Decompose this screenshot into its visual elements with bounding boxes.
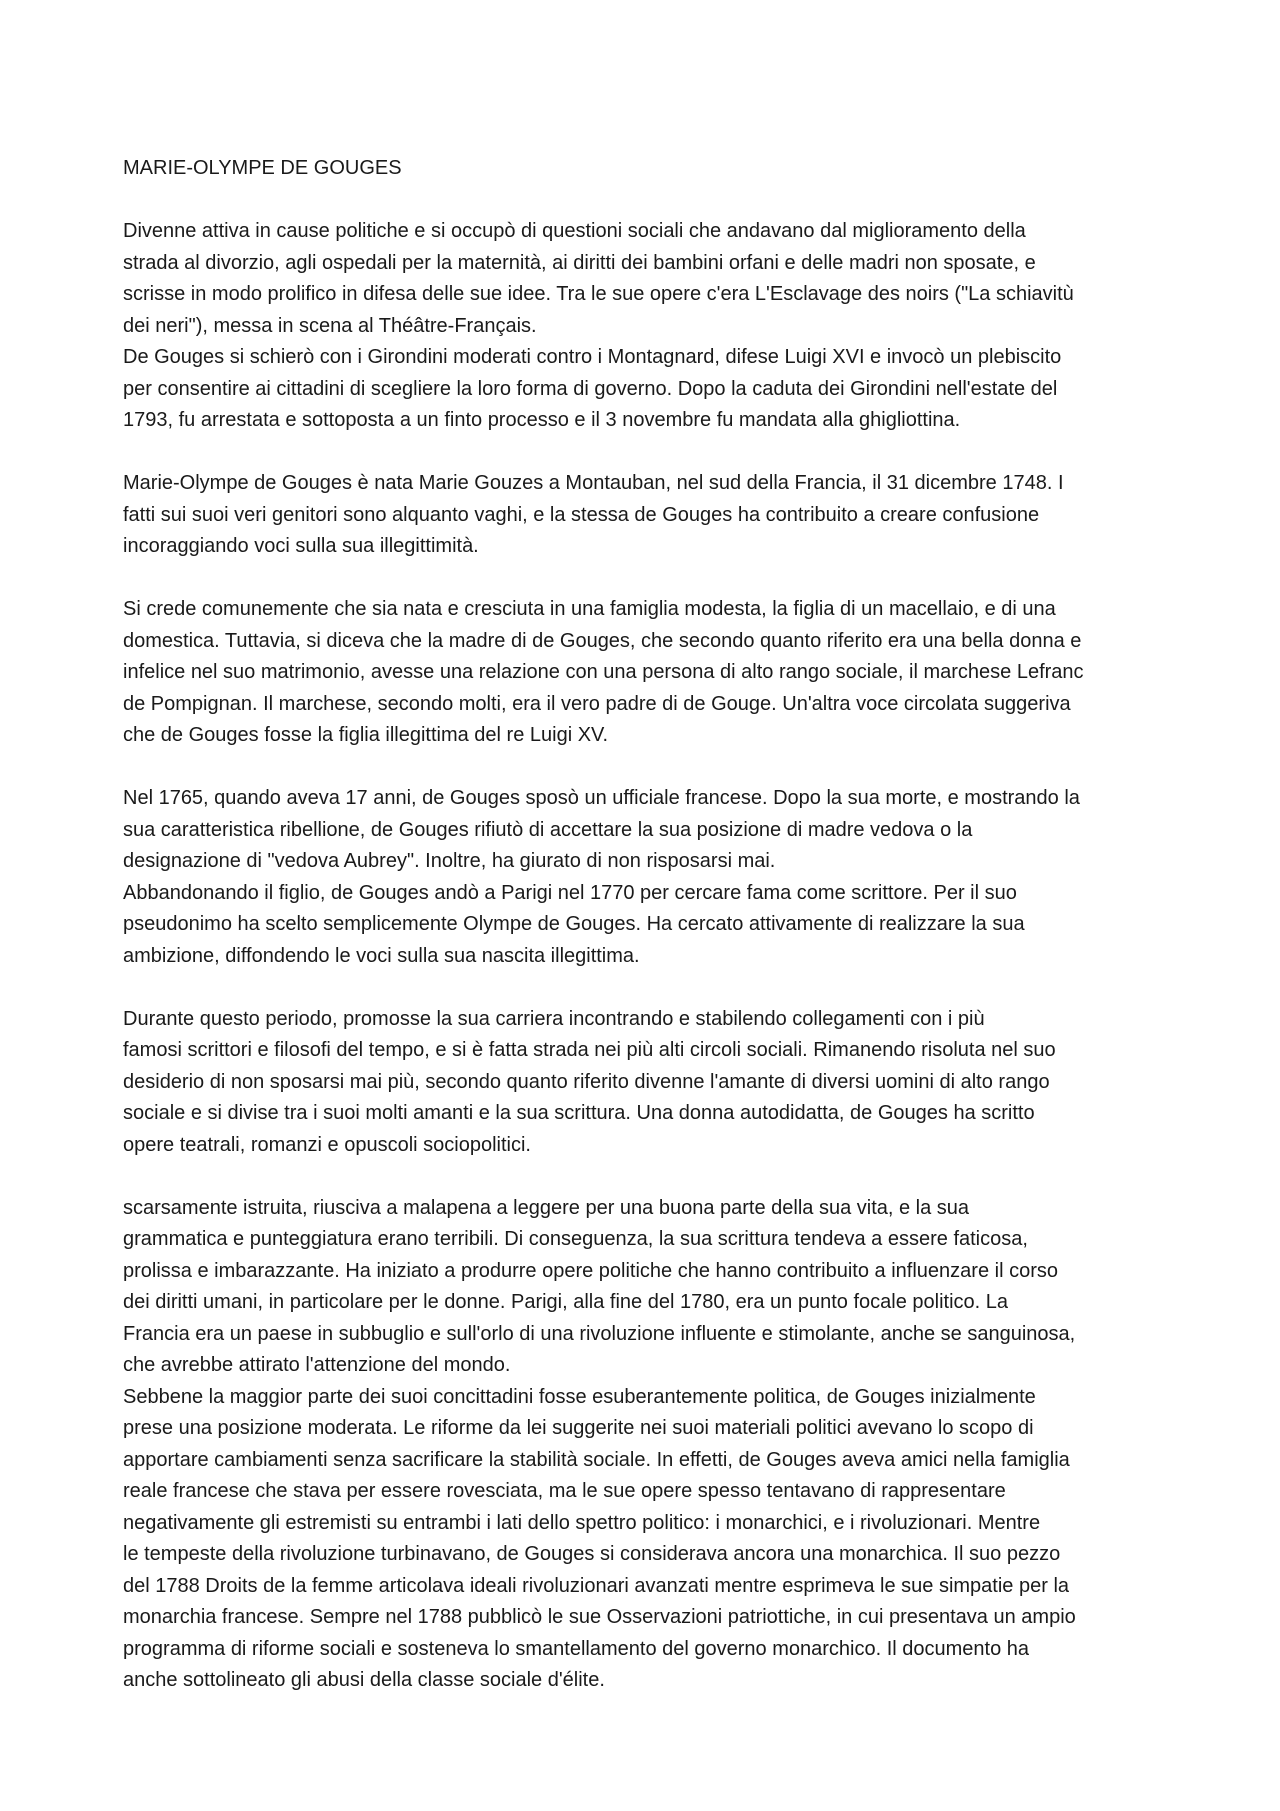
paragraph-education: scarsamente istruita, riusciva a malapena a leggere per una buona parte della sua vita, e la sua grammatica e punteggiatura erano terribili. Di conseguenza, la sua scrittura tendeva a essere faticosa, prolissa e imbarazzante. Ha iniziato a produrre opere politiche che hanno contribuito a influenzare il corso dei diritti umani, in particolare per le donne. Parigi, alla fine del 1780, era un punto focale politico. La Francia era un paese in subbuglio e sull'orlo di una rivoluzione influente e stimolante, anche se sanguinosa, che avrebbe attirato l'attenzione del mondo. (123, 1196, 1076, 1376)
paragraph-marriage: Nel 1765, quando aveva 17 anni, de Gouges sposò un ufficiale francese. Dopo la sua morte, e mostrando la sua caratteristica ribellione, de Gouges rifiutò di accettare la sua posizione di madre vedova o la designazione di "vedova Aubrey". Inoltre, ha giurato di non risposarsi mai. (123, 787, 1080, 872)
paragraph-spacer (123, 1161, 1183, 1193)
document-title: MARIE-OLYMPE DE GOUGES (123, 157, 402, 179)
paragraph-family: Si crede comunemente che sia nata e cresciuta in una famiglia modesta, la figlia di un macellaio, e di una domestica. Tuttavia, si diceva che la madre di de Gouges, che secondo quanto riferito era una bella donna e infelice nel suo matrimonio, avesse una relazione con una persona di alto rango sociale, il marchese Lefranc de Pompignan. Il marchese, secondo molti, era il vero padre di de Gouge. Un'altra voce circolata suggeriva che de Gouges fosse la figlia illegittima del re Luigi XV. (123, 598, 1084, 746)
paragraph-political-causes: Divenne attiva in cause politiche e si occupò di questioni sociali che andavano dal miglioramento della strada al divorzio, agli ospedali per la maternità, ai diritti dei bambini orfani e delle madri non sposate, e scrisse in modo prolifico in difesa delle sue idee. Tra le sue opere c'era L'Esclavage des noirs ("La schiavitù dei neri"), messa in scena al Théâtre-Français. (123, 220, 1074, 337)
paragraph-spacer (123, 972, 1183, 1004)
paragraph-girondins: De Gouges si schierò con i Girondini moderati contro i Montagnard, difese Luigi XVI e invocò un plebiscito per consentire ai cittadini di scegliere la loro forma di governo. Dopo la caduta dei Girondini nell'estate del 1793, fu arrestata e sottoposta a un finto processo e il 3 novembre fu mandata alla ghigliottina. (123, 346, 1062, 431)
paragraph-birth: Marie-Olympe de Gouges è nata Marie Gouzes a Montauban, nel sud della Francia, il 31 dicembre 1748. I fatti sui suoi veri genitori sono alquanto vaghi, e la stessa de Gouges ha contribuito a creare confusione incoraggiando voci sulla sua illegittimità. (123, 472, 1064, 557)
paragraph-spacer (123, 752, 1183, 784)
document-page (123, 153, 1183, 1697)
paragraph-paris: Abbandonando il figlio, de Gouges andò a Parigi nel 1770 per cercare fama come scrittore. Per il suo pseudonimo ha scelto semplicemente Olympe de Gouges. Ha cercato attivamente di realizzare la sua ambizione, diffondendo le voci sulla sua nascita illegittima. (123, 881, 1025, 967)
paragraph-politics: Sebbene la maggior parte dei suoi concittadini fosse esuberantemente politica, de Gouges inizialmente prese una posizione moderata. Le riforme da lei suggerite nei suoi materiali politici avevano lo scopo di apportare cambiamenti senza sacrificare la stabilità sociale. In effetti, de Gouges aveva amici nella famiglia reale francese che stava per essere rovesciata, ma le sue opere spesso tentavano di rappresentare negativamente gli estremisti su entrambi i lati dello spettro politico: i monarchici, e i rivoluzionari. Mentre le tempeste della rivoluzione turbinavano, de Gouges si considerava ancora una monarchica. Il suo pezzo del 1788 Droits de la femme articolava ideali rivoluzionari avanzati mentre esprimeva le sue simpatie per la monarchia francese. Sempre nel 1788 pubblicò le sue Osservazioni patriottiche, in cui presentava un ampio programma di riforme sociali e sosteneva lo smantellamento del governo monarchico. Il documento ha anche sottolineato gli abusi della classe sociale d'élite. (123, 1385, 1076, 1691)
paragraph-spacer (123, 437, 1183, 469)
paragraph-spacer (123, 563, 1183, 595)
paragraph-career: Durante questo periodo, promosse la sua carriera incontrando e stabilendo collegamenti con i più famosi scrittori e filosofi del tempo, e si è fatta strada nei più alti circoli sociali. Rimanendo risoluta nel suo desiderio di non sposarsi mai più, secondo quanto riferito divenne l'amante di diversi uomini di alto rango sociale e si divise tra i suoi molti amanti e la sua scrittura. Una donna autodidatta, de Gouges ha scritto opere teatrali, romanzi e opuscoli sociopolitici. (123, 1007, 1056, 1156)
